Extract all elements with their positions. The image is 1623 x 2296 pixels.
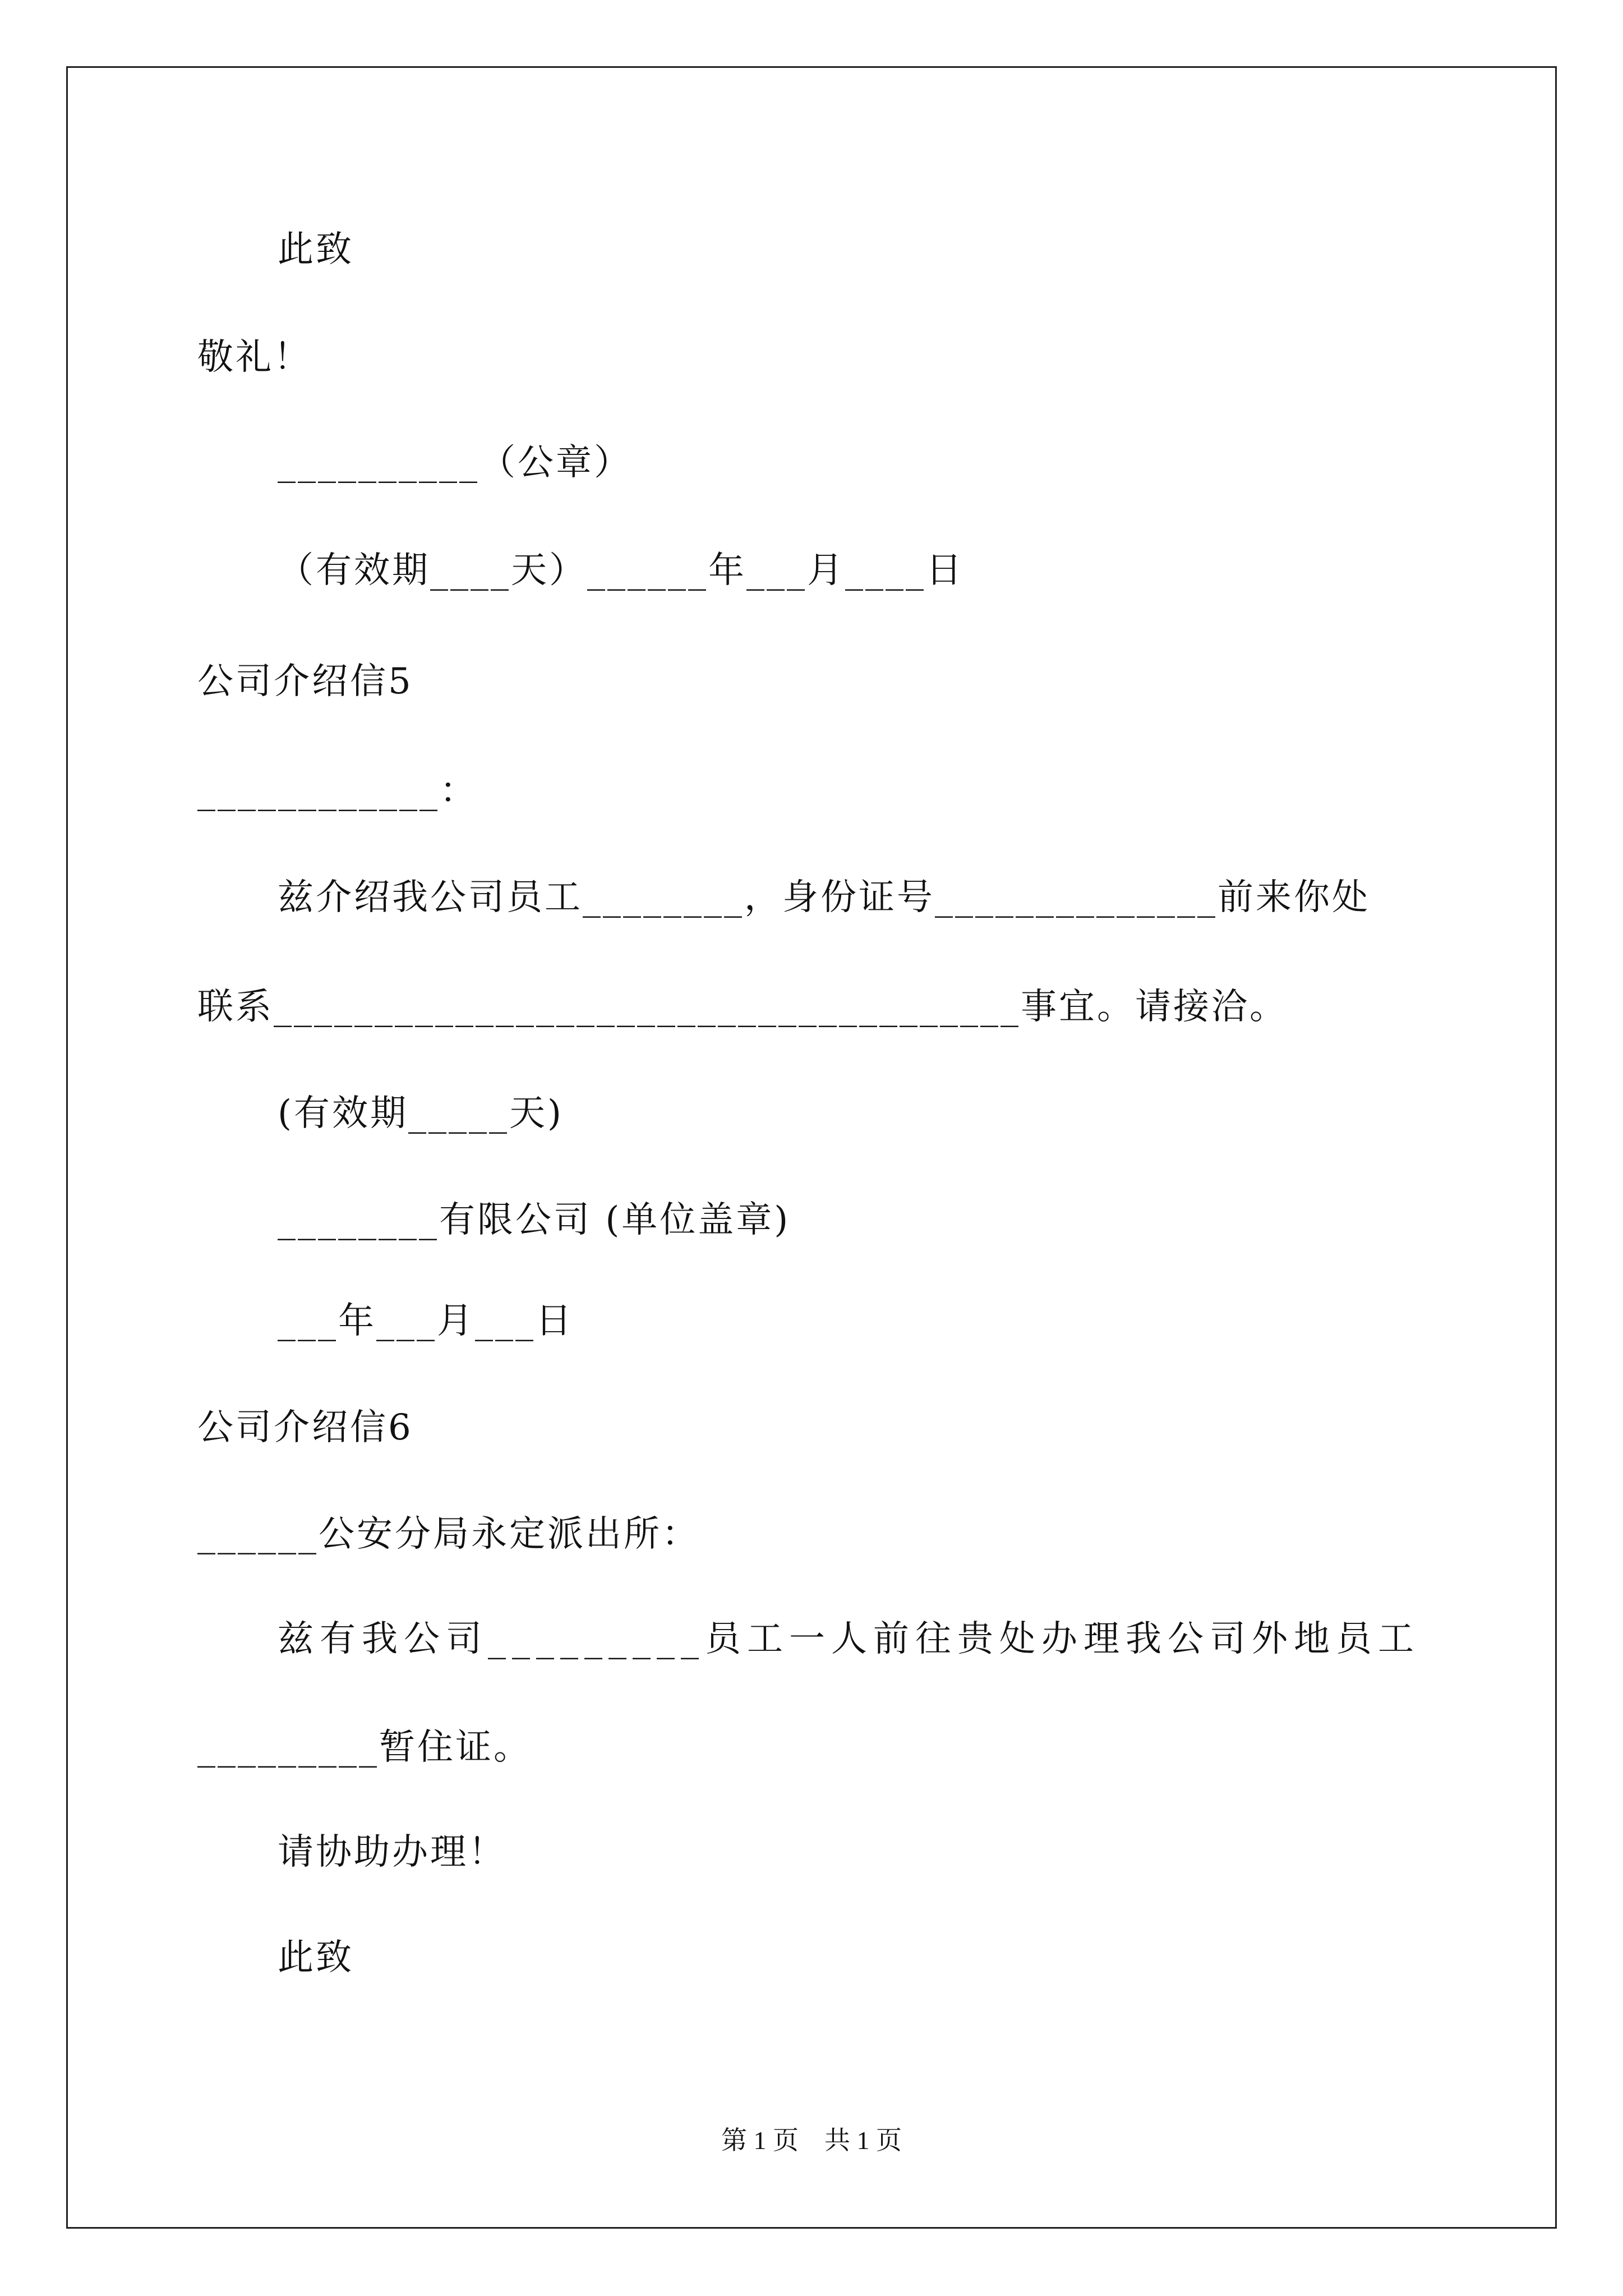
letter-6-body-line-2: _________暂住证。: [197, 1727, 532, 1768]
letter-5-body-line-1: 兹介绍我公司员工________，身份证号______________前来你处: [278, 877, 1370, 918]
page-number-footer: 第 1 页 共 1 页: [721, 2126, 902, 2155]
letter-6-body-line-1: 兹有我公司_________员工一人前往贵处办理我公司外地员工: [278, 1618, 1420, 1660]
letter-6-recipient: ______公安分局永定派出所：: [197, 1513, 700, 1555]
letter-5-body-line-2: 联系_____________________________________事宜。请接洽。: [197, 986, 1288, 1028]
validity-date-line: （有效期____天）______年___月____日: [278, 550, 964, 591]
letter-5-date: ___年___月___日: [278, 1300, 574, 1342]
letter-5-company-seal: ________有限公司 (单位盖章): [278, 1199, 791, 1241]
salutation-line: 敬礼！: [197, 337, 312, 378]
letter-6-request: 请协助办理！: [278, 1832, 506, 1873]
seal-line: __________（公章）: [278, 442, 632, 484]
closing-line: 此致: [278, 229, 354, 270]
letter-6-closing: 此致: [278, 1937, 354, 1978]
letter-6-heading: 公司介绍信6: [197, 1407, 413, 1448]
letter-5-validity: (有效期_____天): [278, 1093, 564, 1134]
letter-5-heading: 公司介绍信5: [197, 661, 413, 702]
page-border: [66, 66, 1557, 2229]
letter-5-recipient: ____________：: [197, 770, 478, 812]
